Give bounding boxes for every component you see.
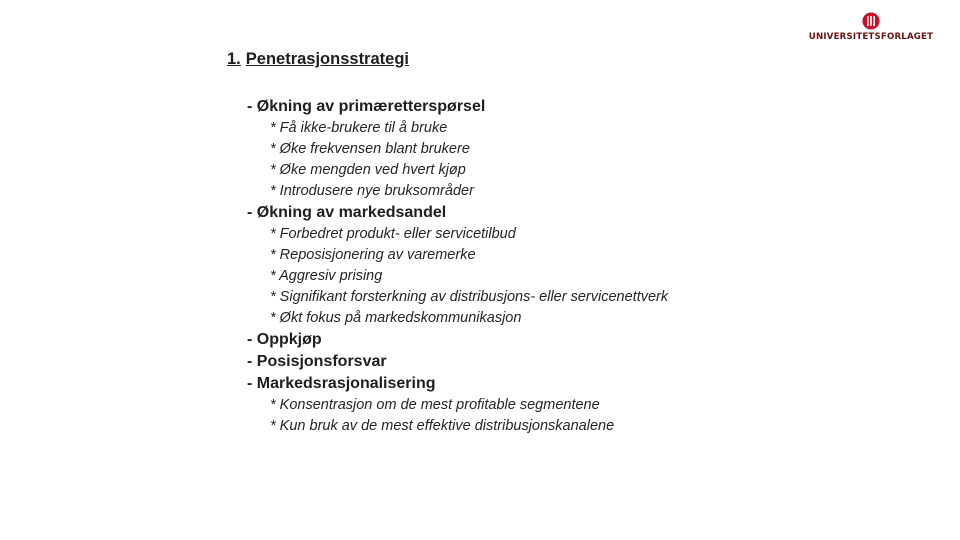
sub-item: * Kun bruk av de mest effektive distribusjonskanalene [270, 418, 615, 434]
sub-item: * Reposisjonering av varemerke [270, 247, 476, 263]
title-number: 1. [227, 50, 241, 68]
outline-item [247, 202, 668, 329]
sub-item: * Introdusere nye bruksområder [270, 183, 474, 199]
strategy-outline [247, 96, 668, 437]
sub-item: * Aggresiv prising [270, 268, 383, 284]
sub-list [247, 395, 668, 437]
sub-list [247, 118, 668, 202]
sub-item: * Signifikant forsterkning av distribusjons- eller servicenettverk [270, 289, 669, 305]
outline-item [247, 329, 668, 351]
sub-item: * Få ikke-brukere til å bruke [270, 120, 448, 136]
outline-heading: - Økning av markedsandel [247, 204, 447, 221]
outline-heading: - Posisjonsforsvar [247, 353, 387, 370]
sub-list [247, 224, 668, 329]
outline-heading: - Markedsrasjonalisering [247, 375, 436, 392]
outline-heading: - Økning av primæretterspørsel [247, 98, 486, 115]
sub-item: * Forbedret produkt- eller servicetilbud [270, 226, 516, 242]
sub-item: * Økt fokus på markedskommunikasjon [270, 310, 522, 326]
outline-item [247, 351, 668, 373]
universitetsforlaget-logo [796, 12, 946, 48]
outline-item [247, 373, 668, 437]
logo-text: UNIVERSITETSFORLAGET [808, 32, 934, 42]
logo-emblem-icon [862, 12, 880, 30]
sub-item: * Øke frekvensen blant brukere [270, 141, 470, 157]
title-text: Penetrasjonsstrategi [245, 50, 409, 68]
sub-item: * Konsentrasjon om de mest profitable segmentene [270, 397, 600, 413]
page-title [227, 50, 409, 69]
outline-heading: - Oppkjøp [247, 331, 322, 348]
outline-item [247, 96, 668, 202]
sub-item: * Øke mengden ved hvert kjøp [270, 162, 466, 178]
